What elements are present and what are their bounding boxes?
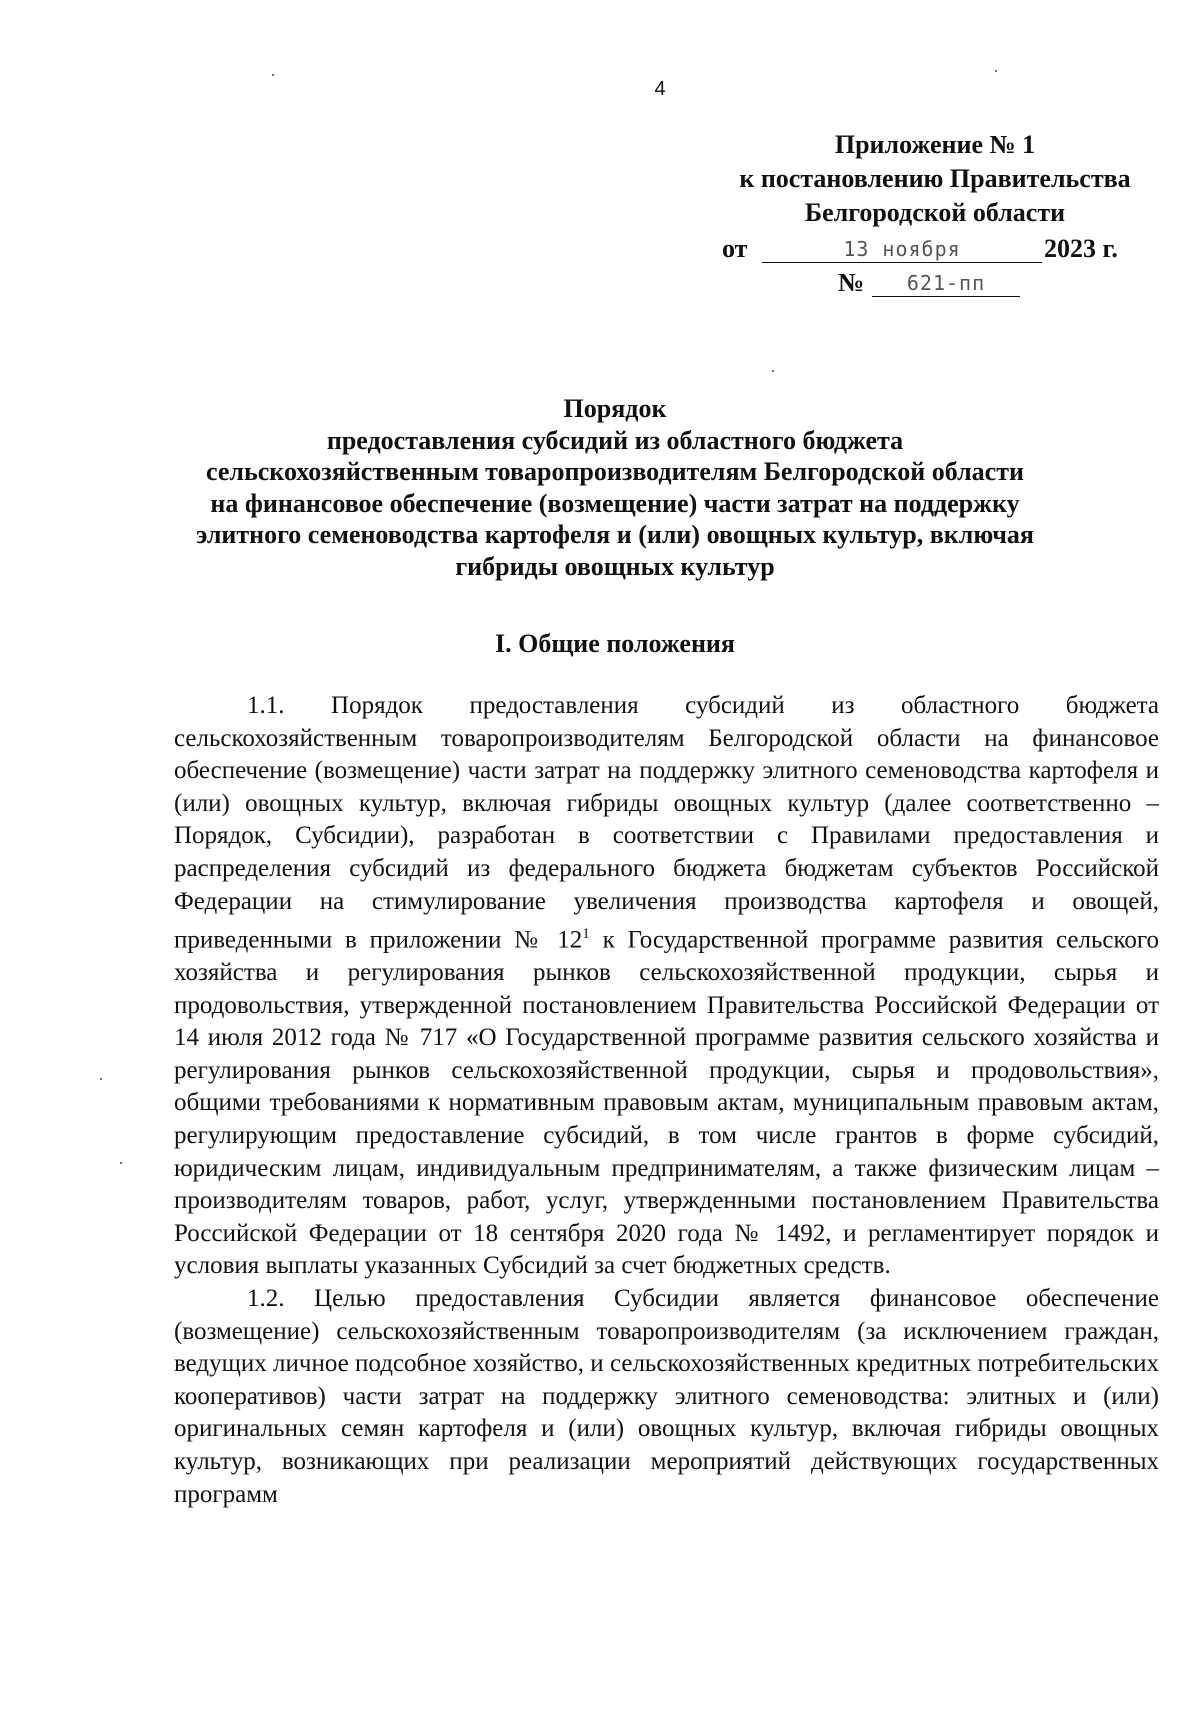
title-line: предоставления субсидий из областного бюджета (326, 425, 904, 455)
body-text (174, 690, 1159, 1511)
appendix-reference: к постановлению Правительства (739, 164, 1131, 193)
scan-speck (120, 1162, 122, 1164)
page-number: 4 (654, 78, 666, 100)
scan-speck (772, 370, 774, 372)
scan-speck (272, 74, 274, 76)
paragraph-1-2: 1.2. Целью предоставления Субсидии является финансовое обеспечение (возмещение) сельскохозяйственным товаропроизводителям (за исключением граждан, ведущих личное подсобное хозяйство, и сельскохозяйственных кредитных потребительских кооперативов) части затрат на поддержку элитного семеноводства: элитных и (или) оригинальных семян картофеля и (или) овощных культур, включая гибриды овощных культур, возникающих при реализации мероприятий действующих государственных программ (174, 1285, 1159, 1508)
title-line: на финансовое обеспечение (возмещение) части затрат на поддержку (210, 488, 1020, 518)
appendix-header (700, 128, 1170, 300)
section-heading: I. Общие положения (495, 629, 735, 658)
number-fill-value: 621-пп (872, 266, 1020, 297)
appendix-date-line (700, 232, 1170, 266)
paragraph-1-1 (174, 690, 1159, 1283)
title-line: элитного семеноводства картофеля и (или) овощных культур, включая (196, 520, 1034, 549)
footnote-superscript: 1 (582, 926, 590, 943)
title-line: Порядок (563, 394, 667, 423)
appendix-region: Белгородской области (804, 198, 1066, 227)
year-label: 2023 г. (1044, 234, 1118, 263)
scan-speck (100, 1078, 102, 1080)
scan-speck (995, 70, 997, 72)
appendix-title: Приложение № 1 (834, 130, 1036, 159)
number-sign-label: № (838, 268, 865, 297)
paragraph-1-1-text-b: к Государственной программе развития сельского хозяйства и регулирования рынков сельскохозяйственной продукции, сырья и продовольствия, утвержденной постановлением Правительства Российской Федерации от 14 июля 2012 года № 717 «О Государственной программе развития сельского хозяйства и регулирования рынков сельскохозяйственной продукции, сырья и продовольствия», общими требованиями к нормативным правовым актам, муниципальным правовым актам, регулирующим предоставление субсидий, в том числе грантов в форме субсидий, юридическим лицам, индивидуальным предпринимателям, а также физическим лицам – производителям товаров, работ, услуг, утвержденными постановлением Правительства Российской Федерации от 18 сентября 2020 года № 1492, и регламентирует порядок и условия выплаты указанных Субсидий за счет бюджетных средств. (174, 926, 1159, 1280)
document-title (150, 393, 1080, 582)
date-prefix-label: от (722, 234, 748, 263)
appendix-number-line (700, 266, 1170, 300)
paragraph-1-1-text-a: 1.1. Порядок предоставления субсидий из областного бюджета сельскохозяйственным товаропроизводителям Белгородской области на финансовое обеспечение (возмещение) части затрат на поддержку элитного семеноводства картофеля и (или) овощных культур, включая гибриды овощных культур (далее соответственно – Порядок, Субсидии), разработан в соответствии с Правилами предоставления и распределения субсидий из федерального бюджета бюджетам субъектов Российской Федерации на стимулирование увеличения производства картофеля и овощей, приведенными в приложении № 12 (174, 692, 1159, 954)
title-line: гибриды овощных культур (455, 551, 775, 581)
date-fill-value: 13 ноября (762, 232, 1042, 263)
title-line: сельскохозяйственным товаропроизводителям Белгородской области (206, 457, 1024, 486)
